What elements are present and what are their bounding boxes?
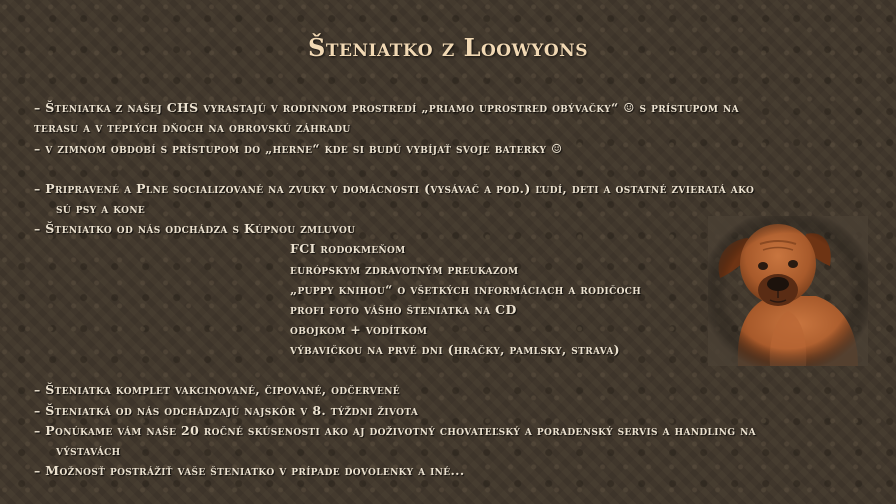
- bullet-lifetime-support-cont: výstavách: [56, 443, 121, 458]
- bullet-winter-playroom: – v zimnom období s prístupom do „herne“ kde si budú vybíjať svoje baterky ☺: [34, 141, 563, 156]
- bullet-puppy-sitting: – Možnosť postrážiť vaše šteniatko v prípade dovolenky a iné...: [34, 463, 465, 478]
- bullet-home-environment: – Šteniatka z našej CHS vyrastajú v rodinnom prostredí „priamo uprostred obývačky“ ☺ s prístupom na: [34, 100, 739, 115]
- bullet-leave-age: – Šteniatká od nás odchádzajú najskôr v 8. týždni života: [34, 403, 419, 418]
- included-collar-leash: obojkom + vodítkom: [290, 322, 428, 337]
- included-health-passport: európskym zdravotným preukazom: [290, 262, 519, 277]
- bullet-lifetime-support: – Ponúkame vám naše 20 ročné skúsenosti ako aj doživotný chovateľský a poradenský servis a handling na: [34, 423, 757, 438]
- bullet-vaccinated: – Šteniatka komplet vakcinované, čipované, odčervené: [34, 382, 401, 397]
- bullet-socialized: – Pripravené a Plne socializované na zvuky v domácnosti (vysávač a pod.) ľudí, deti a ostatné zvieratá ako: [34, 181, 755, 196]
- page-title: Šteniatko z Loowyons: [308, 33, 588, 62]
- bullet-socialized-cont: sú psy a kone: [56, 201, 146, 216]
- included-puppy-book: „puppy knihou“ o všetkých informáciach a rodičoch: [290, 282, 642, 297]
- included-starter-kit: výbavičkou na prvé dni (hračky, pamlsky, strava): [290, 342, 620, 357]
- bullet-home-environment-cont: terasu a v teplých dňoch na obrovskú záhradu: [34, 120, 351, 135]
- bullet-purchase-contract: – Šteniatko od nás odchádza s Kúpnou zmluvou: [34, 221, 356, 236]
- included-photo-cd: profi foto vášho šteniatka na CD: [290, 302, 517, 317]
- included-fci-pedigree: FCI rodokmeňom: [290, 241, 406, 256]
- puppy-photo: [708, 216, 868, 366]
